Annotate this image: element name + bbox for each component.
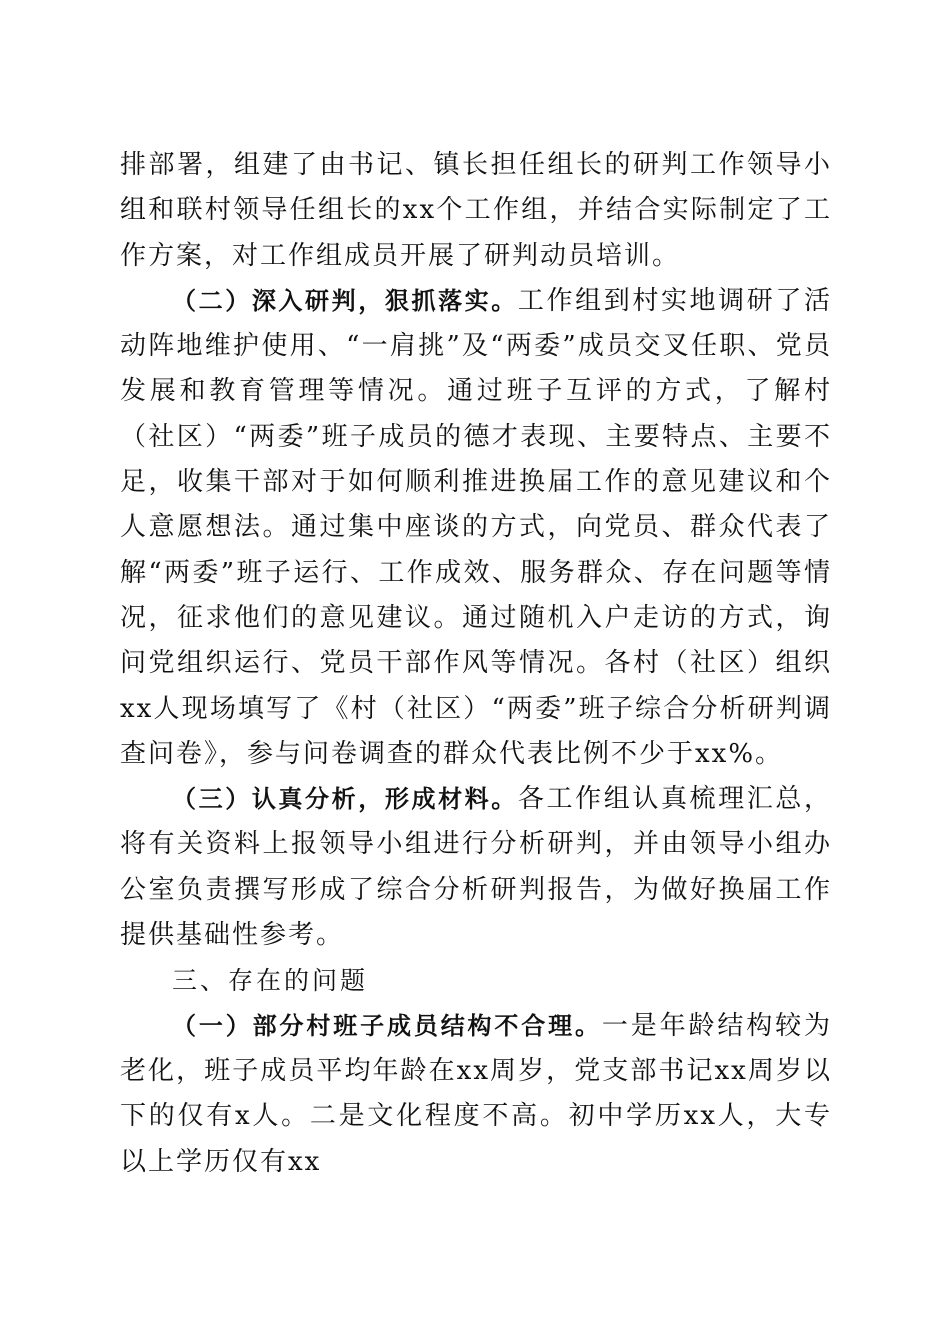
paragraph-text: 一是年龄结构较为老化，班子成员平均年龄在xx周岁，党支部书记xx周岁以下的仅有x人。二是文化程度不高。初中学历xx人，大专以上学历仅有xx [120, 1010, 832, 1177]
paragraph-text: 工作组到村实地调研了活动阵地维护使用、“一肩挑”及“两委”成员交叉任职、党员发展和教育管理等情况。通过班子互评的方式，了解村（社区）“两委”班子成员的德才表现、主要特点、主要不足，收集干部对于如何顺利推进换届工作的意见建议和个人意愿想法。通过集中座谈的方式，向党员、群众代表了解“两委”班子运行、工作成效、服务群众、存在问题等情况，征求他们的意见建议。通过随机入户走访的方式，询问党组织运行、党员干部作风等情况。各村（社区）组织xx人现场填写了《村（社区）“两委”班子综合分析研判调查问卷》，参与问卷调查的群众代表比例不少于xx%。 [120, 285, 832, 769]
paragraph-analysis-materials [120, 777, 832, 958]
paragraph-text: 排部署，组建了由书记、镇长担任组长的研判工作领导小组和联村领导任组长的xx个工作组，并结合实际制定了工作方案，对工作组成员开展了研判动员培训。 [120, 150, 832, 271]
paragraph-lead-heading: （一）部分村班子成员结构不合理。 [172, 1011, 602, 1040]
paragraph-team-structure [120, 1004, 832, 1185]
section-heading-existing-problems [120, 958, 832, 1003]
section-heading-text: 三、存在的问题 [172, 966, 369, 996]
paragraph-in-depth-research [120, 279, 832, 777]
paragraph-text: 各工作组认真梳理汇总，将有关资料上报领导小组进行分析研判，并由领导小组办公室负责撰写形成了综合分析研判报告，为做好换届工作提供基础性参考。 [120, 784, 832, 951]
paragraph-lead-heading: （三）认真分析，形成材料。 [172, 785, 518, 814]
paragraph-work-team-setup [120, 143, 832, 279]
paragraph-lead-heading: （二）深入研判，狠抓落实。 [172, 286, 518, 315]
document-body [120, 143, 832, 1185]
